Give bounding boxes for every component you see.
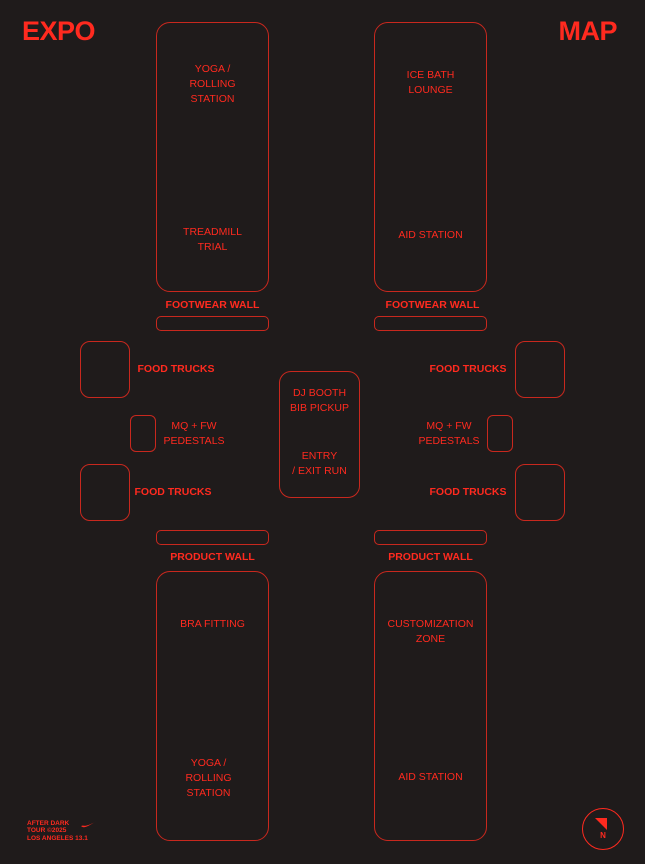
- label-ice-bath: ICE BATH LOUNGE: [406, 69, 455, 96]
- label-aid-top: AID STATION: [398, 229, 463, 241]
- food-truck-bottom-right[interactable]: [515, 464, 565, 521]
- label-product-right: PRODUCT WALL: [388, 551, 473, 563]
- food-truck-bottom-left[interactable]: [80, 464, 130, 521]
- zone-bottom-right[interactable]: [374, 571, 487, 841]
- food-truck-top-left[interactable]: [80, 341, 130, 398]
- label-yoga-bottom: YOGA / ROLLING STATION: [185, 757, 232, 799]
- pedestal-right[interactable]: [487, 415, 513, 452]
- label-dj-booth: DJ BOOTH BIB PICKUP: [290, 387, 349, 414]
- compass-icon: [582, 808, 624, 850]
- label-entry: ENTRY / EXIT RUN: [292, 450, 347, 477]
- expo-title: EXPO: [22, 16, 96, 46]
- zone-top-right[interactable]: [374, 22, 487, 292]
- label-footwear-right: FOOTWEAR WALL: [385, 299, 480, 311]
- footwear-wall-right[interactable]: [374, 316, 487, 331]
- label-pedestal-right: MQ + FW PEDESTALS: [418, 420, 480, 447]
- label-food-top-right: FOOD TRUCKS: [429, 363, 507, 375]
- label-aid-bottom: AID STATION: [398, 771, 463, 783]
- label-food-bottom-left: FOOD TRUCKS: [134, 486, 212, 498]
- label-yoga-top: YOGA / ROLLING STATION: [189, 63, 236, 105]
- pedestal-left[interactable]: [130, 415, 156, 452]
- product-wall-left[interactable]: [156, 530, 269, 545]
- compass-north-label: N: [600, 831, 606, 840]
- label-bra-fitting: BRA FITTING: [180, 618, 245, 630]
- swoosh-icon: [80, 820, 98, 828]
- label-food-top-left: FOOD TRUCKS: [137, 363, 215, 375]
- map-title: MAP: [558, 16, 617, 46]
- footwear-wall-left[interactable]: [156, 316, 269, 331]
- label-pedestal-left: MQ + FW PEDESTALS: [163, 420, 225, 447]
- footer-text: AFTER DARK TOUR ©2025 LOS ANGELES 13.1: [27, 819, 88, 842]
- label-product-left: PRODUCT WALL: [170, 551, 255, 563]
- label-customization: CUSTOMIZATION ZONE: [387, 618, 474, 645]
- label-footwear-left: FOOTWEAR WALL: [165, 299, 260, 311]
- product-wall-right[interactable]: [374, 530, 487, 545]
- label-treadmill: TREADMILL TRIAL: [183, 226, 242, 253]
- label-food-bottom-right: FOOD TRUCKS: [429, 486, 507, 498]
- food-truck-top-right[interactable]: [515, 341, 565, 398]
